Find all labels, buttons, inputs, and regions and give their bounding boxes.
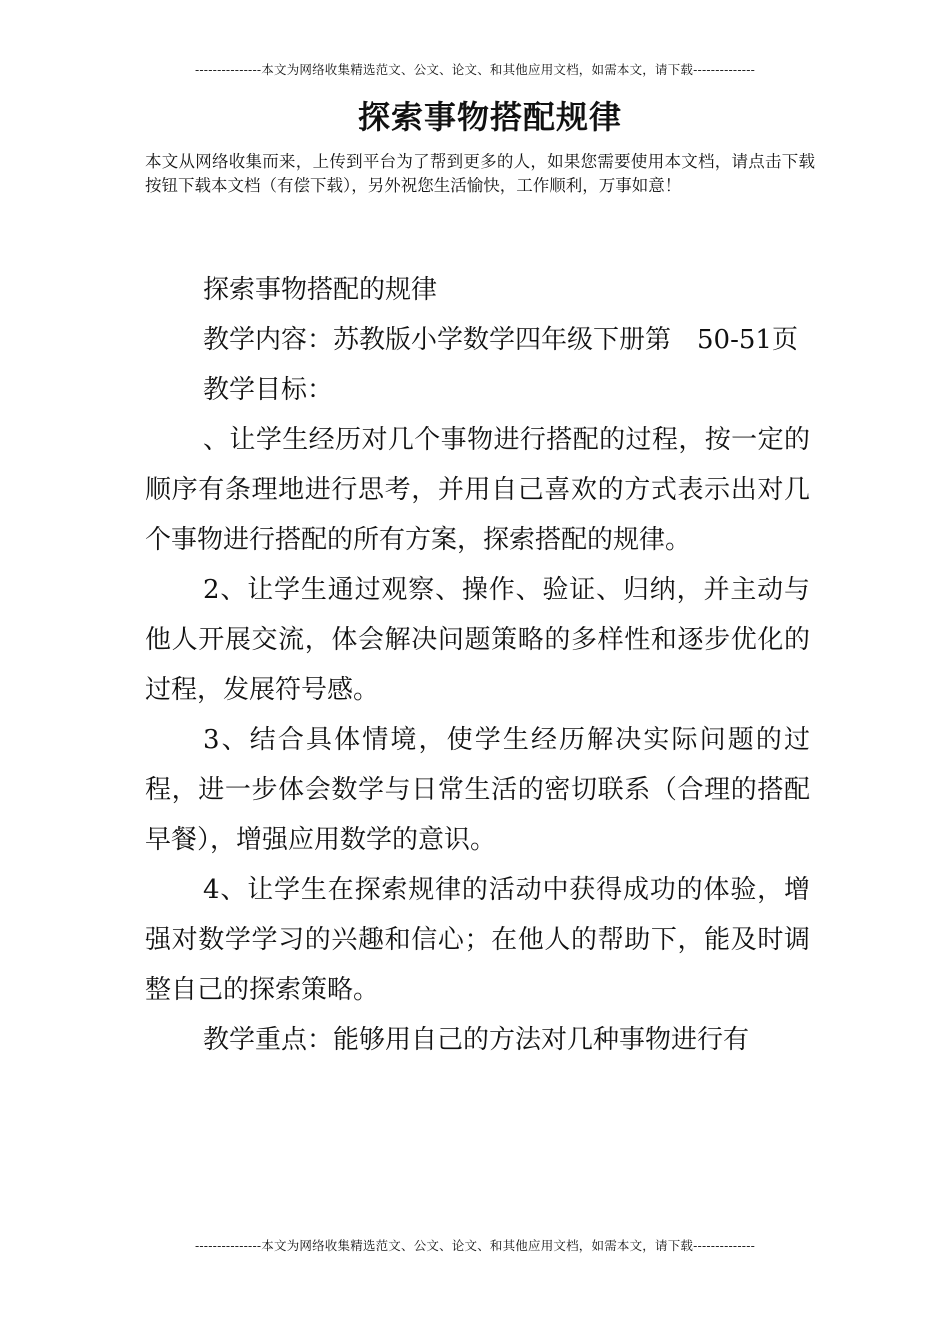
paragraph-teaching-content: 教学内容：苏教版小学数学四年级下册第 50-51页 xyxy=(203,325,798,355)
paragraph-subject: 探索事物搭配的规律 xyxy=(203,275,438,305)
paragraph-goal-1: 、让学生经历对几个事物进行搭配的过程，按一定的顺序有条理地进行思考，并用自己喜欢的方式表示出对几个事物进行搭配的所有方案，探索搭配的规律。 xyxy=(145,425,810,555)
document-title: 探索事物搭配规律 xyxy=(357,98,622,136)
document-body xyxy=(145,265,810,1065)
disclaimer-text: 本文从网络收集而来，上传到平台为了帮到更多的人，如果您需要使用本文档，请点击下载按钮下载本文档（有偿下载），另外祝您生活愉快，工作顺利，万事如意！ xyxy=(145,152,815,195)
paragraph-goal-4: 4、让学生在探索规律的活动中获得成功的体验，增强对数学学习的兴趣和信心；在他人的帮助下，能及时调整自己的探索策略。 xyxy=(145,875,810,1005)
page-footer: ---------------本文为网络收集精选范文、公文、论文、和其他应用文档，如需本文，请下载-------------- xyxy=(194,1238,756,1253)
paragraph-teaching-focus: 教学重点：能够用自己的方法对几种事物进行有 xyxy=(203,1025,750,1055)
page-header: ---------------本文为网络收集精选范文、公文、论文、和其他应用文档，如需本文，请下载-------------- xyxy=(194,62,756,77)
paragraph-teaching-goals-heading: 教学目标： xyxy=(203,375,334,405)
paragraph-goal-3: 3、结合具体情境，使学生经历解决实际问题的过程，进一步体会数学与日常生活的密切联系（合理的搭配早餐），增强应用数学的意识。 xyxy=(145,725,810,855)
paragraph-goal-2: 2、让学生通过观察、操作、验证、归纳，并主动与他人开展交流，体会解决问题策略的多样性和逐步优化的过程，发展符号感。 xyxy=(145,575,810,705)
